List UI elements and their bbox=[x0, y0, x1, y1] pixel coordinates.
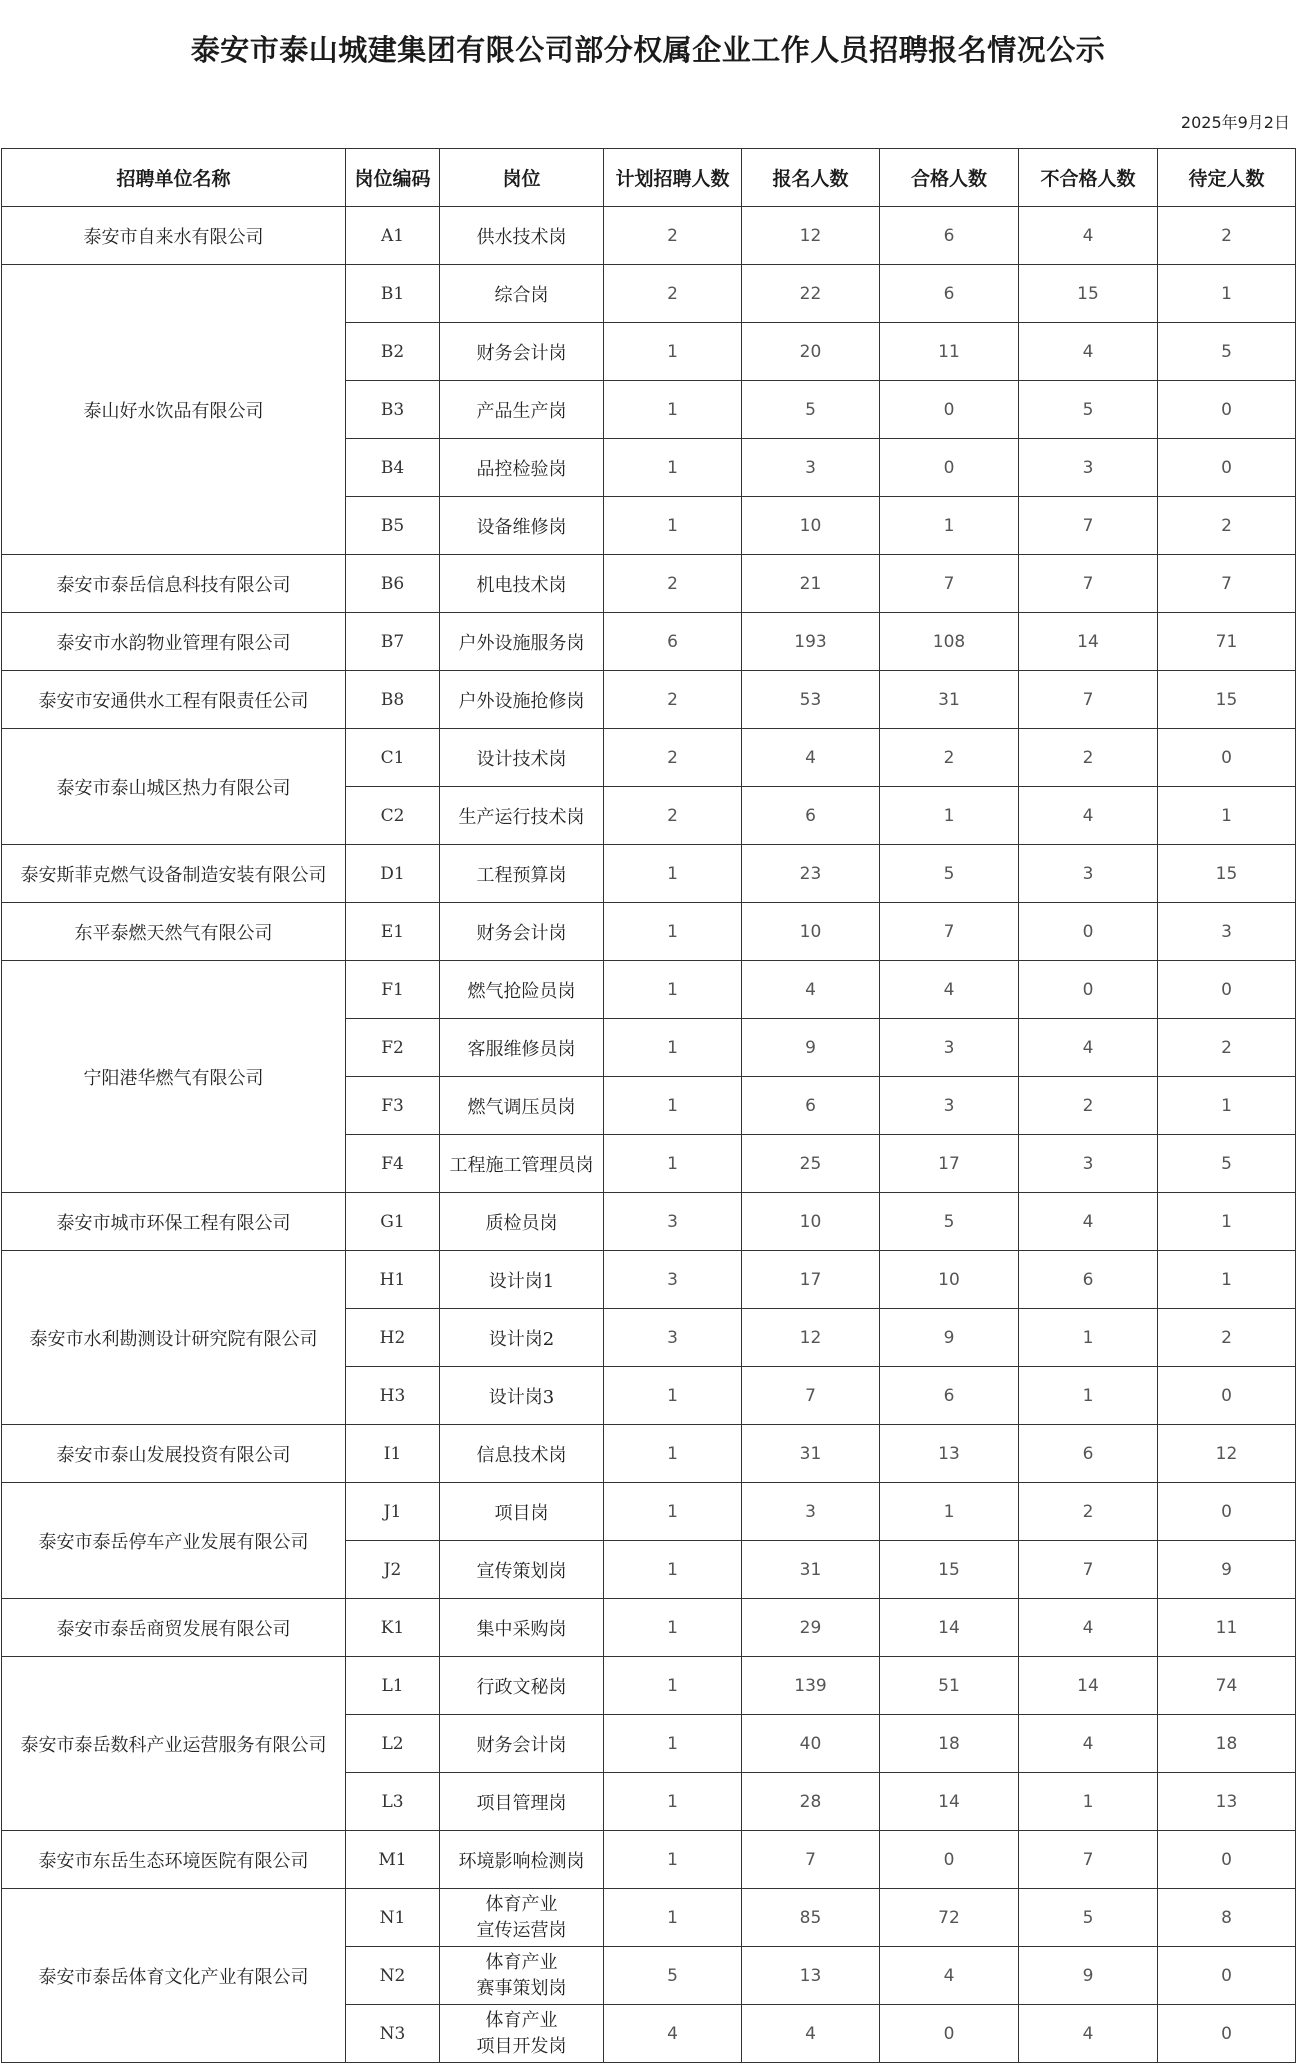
unqualified-count-cell: 14 bbox=[1019, 1657, 1158, 1715]
post-name-cell: 工程预算岗 bbox=[440, 845, 604, 903]
pending-count-cell: 1 bbox=[1158, 1251, 1296, 1309]
unqualified-count-cell: 6 bbox=[1019, 1425, 1158, 1483]
post-code-cell: B3 bbox=[346, 381, 440, 439]
table-row bbox=[2, 671, 1296, 729]
applied-count-cell: 29 bbox=[742, 1599, 880, 1657]
pending-count-cell: 0 bbox=[1158, 1367, 1296, 1425]
post-name-line: 体育产业 bbox=[485, 1951, 558, 1973]
post-code-cell: B6 bbox=[346, 555, 440, 613]
post-code-cell: I1 bbox=[346, 1425, 440, 1483]
unqualified-count-cell: 7 bbox=[1019, 1541, 1158, 1599]
plan-count-cell: 1 bbox=[604, 1889, 742, 1947]
post-code-cell: B7 bbox=[346, 613, 440, 671]
qualified-count-cell: 9 bbox=[880, 1309, 1019, 1367]
plan-count-cell: 1 bbox=[604, 1019, 742, 1077]
unqualified-count-cell: 7 bbox=[1019, 1831, 1158, 1889]
post-code-cell: B5 bbox=[346, 497, 440, 555]
plan-count-cell: 1 bbox=[604, 1831, 742, 1889]
unit-name-cell: 泰安市泰岳停车产业发展有限公司 bbox=[2, 1483, 346, 1599]
post-code-cell: A1 bbox=[346, 207, 440, 265]
table-row bbox=[2, 729, 1296, 787]
pending-count-cell: 13 bbox=[1158, 1773, 1296, 1831]
post-code-cell: B1 bbox=[346, 265, 440, 323]
pending-count-cell: 2 bbox=[1158, 1019, 1296, 1077]
unit-name-cell: 泰安市泰岳信息科技有限公司 bbox=[2, 555, 346, 613]
qualified-count-cell: 4 bbox=[880, 1947, 1019, 2005]
qualified-count-cell: 6 bbox=[880, 207, 1019, 265]
table-row bbox=[2, 1889, 1296, 1947]
unqualified-count-cell: 4 bbox=[1019, 1019, 1158, 1077]
header-applied-count: 报名人数 bbox=[742, 149, 880, 207]
qualified-count-cell: 0 bbox=[880, 2005, 1019, 2063]
qualified-count-cell: 17 bbox=[880, 1135, 1019, 1193]
post-name-cell: 工程施工管理员岗 bbox=[440, 1135, 604, 1193]
post-name-cell: 燃气调压员岗 bbox=[440, 1077, 604, 1135]
pending-count-cell: 18 bbox=[1158, 1715, 1296, 1773]
applied-count-cell: 3 bbox=[742, 439, 880, 497]
qualified-count-cell: 14 bbox=[880, 1599, 1019, 1657]
post-code-cell: H1 bbox=[346, 1251, 440, 1309]
pending-count-cell: 9 bbox=[1158, 1541, 1296, 1599]
table-row bbox=[2, 613, 1296, 671]
qualified-count-cell: 0 bbox=[880, 381, 1019, 439]
plan-count-cell: 2 bbox=[604, 265, 742, 323]
qualified-count-cell: 18 bbox=[880, 1715, 1019, 1773]
post-code-cell: N3 bbox=[346, 2005, 440, 2063]
qualified-count-cell: 0 bbox=[880, 1831, 1019, 1889]
post-name-line: 体育产业 bbox=[485, 1893, 558, 1915]
applied-count-cell: 3 bbox=[742, 1483, 880, 1541]
plan-count-cell: 1 bbox=[604, 497, 742, 555]
applied-count-cell: 10 bbox=[742, 903, 880, 961]
post-name-line: 项目开发岗 bbox=[476, 2035, 567, 2057]
header-qualified-count: 合格人数 bbox=[880, 149, 1019, 207]
pending-count-cell: 1 bbox=[1158, 1193, 1296, 1251]
unqualified-count-cell: 0 bbox=[1019, 961, 1158, 1019]
post-name-cell: 品控检验岗 bbox=[440, 439, 604, 497]
pending-count-cell: 2 bbox=[1158, 497, 1296, 555]
pending-count-cell: 0 bbox=[1158, 381, 1296, 439]
plan-count-cell: 1 bbox=[604, 1135, 742, 1193]
post-name-cell: 生产运行技术岗 bbox=[440, 787, 604, 845]
pending-count-cell: 1 bbox=[1158, 1077, 1296, 1135]
post-name-cell: 行政文秘岗 bbox=[440, 1657, 604, 1715]
post-code-cell: G1 bbox=[346, 1193, 440, 1251]
plan-count-cell: 2 bbox=[604, 207, 742, 265]
header-unqualified-count: 不合格人数 bbox=[1019, 149, 1158, 207]
plan-count-cell: 1 bbox=[604, 381, 742, 439]
table-row bbox=[2, 207, 1296, 265]
unit-name-cell: 东平泰燃天然气有限公司 bbox=[2, 903, 346, 961]
unqualified-count-cell: 15 bbox=[1019, 265, 1158, 323]
plan-count-cell: 3 bbox=[604, 1193, 742, 1251]
applied-count-cell: 10 bbox=[742, 1193, 880, 1251]
table-row bbox=[2, 1599, 1296, 1657]
unqualified-count-cell: 2 bbox=[1019, 1077, 1158, 1135]
plan-count-cell: 2 bbox=[604, 671, 742, 729]
plan-count-cell: 3 bbox=[604, 1251, 742, 1309]
post-name-cell: 质检员岗 bbox=[440, 1193, 604, 1251]
applied-count-cell: 10 bbox=[742, 497, 880, 555]
pending-count-cell: 74 bbox=[1158, 1657, 1296, 1715]
applied-count-cell: 53 bbox=[742, 671, 880, 729]
table-row bbox=[2, 265, 1296, 323]
post-code-cell: F3 bbox=[346, 1077, 440, 1135]
unqualified-count-cell: 4 bbox=[1019, 2005, 1158, 2063]
plan-count-cell: 1 bbox=[604, 323, 742, 381]
unqualified-count-cell: 2 bbox=[1019, 1483, 1158, 1541]
plan-count-cell: 6 bbox=[604, 613, 742, 671]
post-code-cell: L3 bbox=[346, 1773, 440, 1831]
pending-count-cell: 71 bbox=[1158, 613, 1296, 671]
post-name-cell: 财务会计岗 bbox=[440, 1715, 604, 1773]
post-name-cell: 设计岗2 bbox=[440, 1309, 604, 1367]
plan-count-cell: 1 bbox=[604, 1483, 742, 1541]
unqualified-count-cell: 3 bbox=[1019, 439, 1158, 497]
pending-count-cell: 2 bbox=[1158, 207, 1296, 265]
applied-count-cell: 5 bbox=[742, 381, 880, 439]
unit-name-cell: 泰安市泰山发展投资有限公司 bbox=[2, 1425, 346, 1483]
qualified-count-cell: 1 bbox=[880, 787, 1019, 845]
unit-name-cell: 宁阳港华燃气有限公司 bbox=[2, 961, 346, 1193]
post-code-cell: F1 bbox=[346, 961, 440, 1019]
qualified-count-cell: 6 bbox=[880, 265, 1019, 323]
pending-count-cell: 0 bbox=[1158, 729, 1296, 787]
plan-count-cell: 1 bbox=[604, 1773, 742, 1831]
post-name-cell: 设计岗3 bbox=[440, 1367, 604, 1425]
pending-count-cell: 0 bbox=[1158, 439, 1296, 497]
post-name-cell: 财务会计岗 bbox=[440, 903, 604, 961]
pending-count-cell: 7 bbox=[1158, 555, 1296, 613]
post-name-cell: 项目岗 bbox=[440, 1483, 604, 1541]
applied-count-cell: 7 bbox=[742, 1367, 880, 1425]
plan-count-cell: 3 bbox=[604, 1309, 742, 1367]
applied-count-cell: 20 bbox=[742, 323, 880, 381]
applied-count-cell: 139 bbox=[742, 1657, 880, 1715]
qualified-count-cell: 72 bbox=[880, 1889, 1019, 1947]
header-unit-name: 招聘单位名称 bbox=[2, 149, 346, 207]
post-name-line: 体育产业 bbox=[485, 2009, 558, 2031]
pending-count-cell: 1 bbox=[1158, 787, 1296, 845]
unqualified-count-cell: 6 bbox=[1019, 1251, 1158, 1309]
qualified-count-cell: 5 bbox=[880, 845, 1019, 903]
post-name-cell: 户外设施抢修岗 bbox=[440, 671, 604, 729]
unit-name-cell: 泰安市泰岳数科产业运营服务有限公司 bbox=[2, 1657, 346, 1831]
applied-count-cell: 193 bbox=[742, 613, 880, 671]
unqualified-count-cell: 7 bbox=[1019, 555, 1158, 613]
post-code-cell: J1 bbox=[346, 1483, 440, 1541]
pending-count-cell: 3 bbox=[1158, 903, 1296, 961]
post-name-line: 赛事策划岗 bbox=[476, 1977, 567, 1999]
unqualified-count-cell: 14 bbox=[1019, 613, 1158, 671]
plan-count-cell: 1 bbox=[604, 1367, 742, 1425]
header-plan-count: 计划招聘人数 bbox=[604, 149, 742, 207]
pending-count-cell: 0 bbox=[1158, 1947, 1296, 2005]
pending-count-cell: 5 bbox=[1158, 1135, 1296, 1193]
unqualified-count-cell: 1 bbox=[1019, 1309, 1158, 1367]
plan-count-cell: 5 bbox=[604, 1947, 742, 2005]
pending-count-cell: 2 bbox=[1158, 1309, 1296, 1367]
pending-count-cell: 15 bbox=[1158, 845, 1296, 903]
plan-count-cell: 1 bbox=[604, 1599, 742, 1657]
pending-count-cell: 12 bbox=[1158, 1425, 1296, 1483]
unit-name-cell: 泰安市水利勘测设计研究院有限公司 bbox=[2, 1251, 346, 1425]
post-code-cell: B4 bbox=[346, 439, 440, 497]
header-post: 岗位 bbox=[440, 149, 604, 207]
plan-count-cell: 1 bbox=[604, 1425, 742, 1483]
table-row bbox=[2, 1425, 1296, 1483]
unit-name-cell: 泰安市东岳生态环境医院有限公司 bbox=[2, 1831, 346, 1889]
unqualified-count-cell: 0 bbox=[1019, 903, 1158, 961]
qualified-count-cell: 4 bbox=[880, 961, 1019, 1019]
applied-count-cell: 23 bbox=[742, 845, 880, 903]
qualified-count-cell: 0 bbox=[880, 439, 1019, 497]
qualified-count-cell: 7 bbox=[880, 903, 1019, 961]
plan-count-cell: 2 bbox=[604, 555, 742, 613]
post-code-cell: L1 bbox=[346, 1657, 440, 1715]
post-code-cell: C1 bbox=[346, 729, 440, 787]
plan-count-cell: 4 bbox=[604, 2005, 742, 2063]
pending-count-cell: 15 bbox=[1158, 671, 1296, 729]
post-name-line: 宣传运营岗 bbox=[476, 1919, 567, 1941]
unit-name-cell: 泰安市自来水有限公司 bbox=[2, 207, 346, 265]
applied-count-cell: 7 bbox=[742, 1831, 880, 1889]
post-name-cell bbox=[440, 2005, 604, 2063]
post-name-cell: 信息技术岗 bbox=[440, 1425, 604, 1483]
unqualified-count-cell: 4 bbox=[1019, 207, 1158, 265]
pending-count-cell: 11 bbox=[1158, 1599, 1296, 1657]
post-name-cell: 设备维修岗 bbox=[440, 497, 604, 555]
post-name-cell: 设计岗1 bbox=[440, 1251, 604, 1309]
post-name-cell: 综合岗 bbox=[440, 265, 604, 323]
unit-name-cell: 泰山好水饮品有限公司 bbox=[2, 265, 346, 555]
applied-count-cell: 40 bbox=[742, 1715, 880, 1773]
plan-count-cell: 1 bbox=[604, 1541, 742, 1599]
post-name-cell: 户外设施服务岗 bbox=[440, 613, 604, 671]
qualified-count-cell: 1 bbox=[880, 1483, 1019, 1541]
unqualified-count-cell: 7 bbox=[1019, 671, 1158, 729]
pending-count-cell: 0 bbox=[1158, 1483, 1296, 1541]
table-row bbox=[2, 1831, 1296, 1889]
post-name-cell: 宣传策划岗 bbox=[440, 1541, 604, 1599]
post-name-cell: 集中采购岗 bbox=[440, 1599, 604, 1657]
post-code-cell: B2 bbox=[346, 323, 440, 381]
applied-count-cell: 13 bbox=[742, 1947, 880, 2005]
qualified-count-cell: 7 bbox=[880, 555, 1019, 613]
unit-name-cell: 泰安市泰山城区热力有限公司 bbox=[2, 729, 346, 845]
table-body bbox=[2, 207, 1296, 2063]
plan-count-cell: 1 bbox=[604, 1715, 742, 1773]
unit-name-cell: 泰安市安通供水工程有限责任公司 bbox=[2, 671, 346, 729]
applied-count-cell: 25 bbox=[742, 1135, 880, 1193]
unqualified-count-cell: 7 bbox=[1019, 497, 1158, 555]
unqualified-count-cell: 3 bbox=[1019, 845, 1158, 903]
qualified-count-cell: 11 bbox=[880, 323, 1019, 381]
unit-name-cell: 泰安斯菲克燃气设备制造安装有限公司 bbox=[2, 845, 346, 903]
qualified-count-cell: 31 bbox=[880, 671, 1019, 729]
pending-count-cell: 0 bbox=[1158, 2005, 1296, 2063]
unit-name-cell: 泰安市泰岳商贸发展有限公司 bbox=[2, 1599, 346, 1657]
table-row bbox=[2, 1251, 1296, 1309]
unqualified-count-cell: 4 bbox=[1019, 323, 1158, 381]
unit-name-cell: 泰安市水韵物业管理有限公司 bbox=[2, 613, 346, 671]
post-code-cell: C2 bbox=[346, 787, 440, 845]
table-row bbox=[2, 903, 1296, 961]
post-code-cell: E1 bbox=[346, 903, 440, 961]
unqualified-count-cell: 2 bbox=[1019, 729, 1158, 787]
applied-count-cell: 12 bbox=[742, 1309, 880, 1367]
unqualified-count-cell: 9 bbox=[1019, 1947, 1158, 2005]
recruitment-table bbox=[1, 148, 1296, 2063]
applied-count-cell: 22 bbox=[742, 265, 880, 323]
qualified-count-cell: 3 bbox=[880, 1019, 1019, 1077]
post-name-cell: 环境影响检测岗 bbox=[440, 1831, 604, 1889]
post-name-cell: 产品生产岗 bbox=[440, 381, 604, 439]
post-code-cell: B8 bbox=[346, 671, 440, 729]
header-post-code: 岗位编码 bbox=[346, 149, 440, 207]
post-name-cell: 财务会计岗 bbox=[440, 323, 604, 381]
pending-count-cell: 0 bbox=[1158, 961, 1296, 1019]
applied-count-cell: 21 bbox=[742, 555, 880, 613]
unqualified-count-cell: 3 bbox=[1019, 1135, 1158, 1193]
post-code-cell: J2 bbox=[346, 1541, 440, 1599]
qualified-count-cell: 108 bbox=[880, 613, 1019, 671]
header-pending-count: 待定人数 bbox=[1158, 149, 1296, 207]
post-name-cell: 客服维修员岗 bbox=[440, 1019, 604, 1077]
post-code-cell: N1 bbox=[346, 1889, 440, 1947]
qualified-count-cell: 14 bbox=[880, 1773, 1019, 1831]
qualified-count-cell: 3 bbox=[880, 1077, 1019, 1135]
table-row bbox=[2, 1483, 1296, 1541]
applied-count-cell: 4 bbox=[742, 961, 880, 1019]
plan-count-cell: 1 bbox=[604, 961, 742, 1019]
plan-count-cell: 2 bbox=[604, 729, 742, 787]
applied-count-cell: 4 bbox=[742, 729, 880, 787]
post-code-cell: F2 bbox=[346, 1019, 440, 1077]
qualified-count-cell: 13 bbox=[880, 1425, 1019, 1483]
post-code-cell: H3 bbox=[346, 1367, 440, 1425]
pending-count-cell: 5 bbox=[1158, 323, 1296, 381]
unqualified-count-cell: 1 bbox=[1019, 1773, 1158, 1831]
unqualified-count-cell: 4 bbox=[1019, 1715, 1158, 1773]
table-row bbox=[2, 845, 1296, 903]
table-row bbox=[2, 961, 1296, 1019]
post-code-cell: M1 bbox=[346, 1831, 440, 1889]
table-row bbox=[2, 1657, 1296, 1715]
unqualified-count-cell: 4 bbox=[1019, 1599, 1158, 1657]
pending-count-cell: 0 bbox=[1158, 1831, 1296, 1889]
unqualified-count-cell: 5 bbox=[1019, 381, 1158, 439]
post-code-cell: N2 bbox=[346, 1947, 440, 2005]
qualified-count-cell: 1 bbox=[880, 497, 1019, 555]
unqualified-count-cell: 4 bbox=[1019, 1193, 1158, 1251]
plan-count-cell: 1 bbox=[604, 439, 742, 497]
table-row bbox=[2, 1193, 1296, 1251]
applied-count-cell: 31 bbox=[742, 1541, 880, 1599]
post-name-cell: 供水技术岗 bbox=[440, 207, 604, 265]
unqualified-count-cell: 5 bbox=[1019, 1889, 1158, 1947]
post-name-cell: 燃气抢险员岗 bbox=[440, 961, 604, 1019]
qualified-count-cell: 5 bbox=[880, 1193, 1019, 1251]
plan-count-cell: 1 bbox=[604, 1077, 742, 1135]
applied-count-cell: 17 bbox=[742, 1251, 880, 1309]
table-row bbox=[2, 555, 1296, 613]
applied-count-cell: 28 bbox=[742, 1773, 880, 1831]
unqualified-count-cell: 4 bbox=[1019, 787, 1158, 845]
pending-count-cell: 8 bbox=[1158, 1889, 1296, 1947]
plan-count-cell: 1 bbox=[604, 1657, 742, 1715]
post-code-cell: H2 bbox=[346, 1309, 440, 1367]
post-name-cell: 设计技术岗 bbox=[440, 729, 604, 787]
post-name-cell: 项目管理岗 bbox=[440, 1773, 604, 1831]
applied-count-cell: 6 bbox=[742, 1077, 880, 1135]
post-code-cell: K1 bbox=[346, 1599, 440, 1657]
applied-count-cell: 85 bbox=[742, 1889, 880, 1947]
post-code-cell: D1 bbox=[346, 845, 440, 903]
plan-count-cell: 2 bbox=[604, 787, 742, 845]
publish-date: 2025年9月2日 bbox=[1180, 113, 1290, 132]
applied-count-cell: 9 bbox=[742, 1019, 880, 1077]
qualified-count-cell: 51 bbox=[880, 1657, 1019, 1715]
post-code-cell: L2 bbox=[346, 1715, 440, 1773]
applied-count-cell: 12 bbox=[742, 207, 880, 265]
page-title: 泰安市泰山城建集团有限公司部分权属企业工作人员招聘报名情况公示 bbox=[190, 33, 1106, 67]
applied-count-cell: 31 bbox=[742, 1425, 880, 1483]
qualified-count-cell: 10 bbox=[880, 1251, 1019, 1309]
post-name-cell bbox=[440, 1889, 604, 1947]
plan-count-cell: 1 bbox=[604, 845, 742, 903]
unit-name-cell: 泰安市泰岳体育文化产业有限公司 bbox=[2, 1889, 346, 2063]
table-header-row bbox=[2, 149, 1296, 207]
unit-name-cell: 泰安市城市环保工程有限公司 bbox=[2, 1193, 346, 1251]
applied-count-cell: 4 bbox=[742, 2005, 880, 2063]
qualified-count-cell: 15 bbox=[880, 1541, 1019, 1599]
qualified-count-cell: 2 bbox=[880, 729, 1019, 787]
applied-count-cell: 6 bbox=[742, 787, 880, 845]
plan-count-cell: 1 bbox=[604, 903, 742, 961]
unqualified-count-cell: 1 bbox=[1019, 1367, 1158, 1425]
post-code-cell: F4 bbox=[346, 1135, 440, 1193]
post-name-cell: 机电技术岗 bbox=[440, 555, 604, 613]
pending-count-cell: 1 bbox=[1158, 265, 1296, 323]
post-name-cell bbox=[440, 1947, 604, 2005]
qualified-count-cell: 6 bbox=[880, 1367, 1019, 1425]
